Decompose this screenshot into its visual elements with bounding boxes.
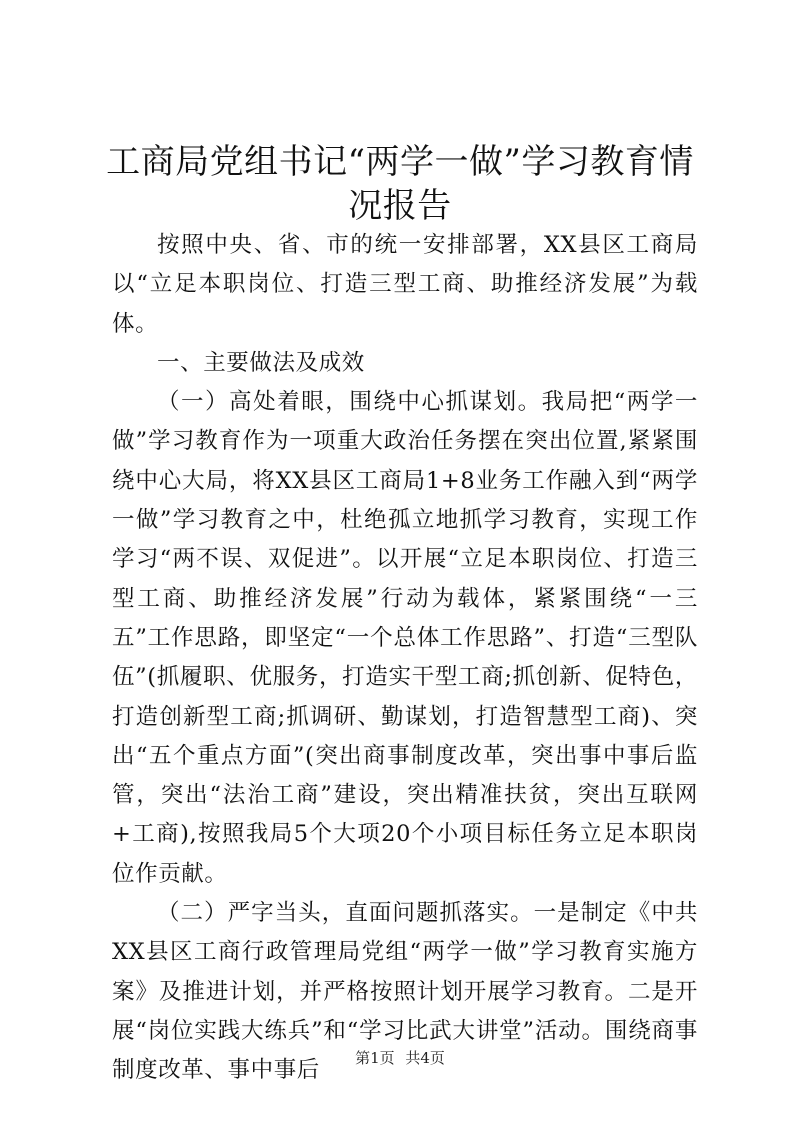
document-body — [112, 226, 698, 1091]
page-total: 共4页 — [405, 1049, 445, 1067]
section-heading: 一、主要做法及成效 — [157, 349, 365, 376]
paragraph-1: （一）高处着眼，围绕中心抓谋划。我局把“两学一做”学习教育作为一项重大政治任务摆在突出位置,紧紧围绕中心大局，将XX县区工商局1+8业务工作融入到“两学一做”学习教育之中，杜绝孤立地抓学习教育，实现工作学习“两不误、双促进”。以开展“立足本职岗位、打造三型工商、助推经济发展”行动为载体，紧紧围绕“一三五”工作思路，即坚定“一个总体工作思路”、打造“三型队伍”(抓履职、优服务，打造实干型工商;抓创新、促特色，打造创新型工商;抓调研、勤谋划，打造智慧型工商)、突出“五个重点方面”(突出商事制度改革，突出事中事后监管，突出“法治工商”建设，突出精准扶贫，突出互联网+工商),按照我局5个大项20个小项目标任务立足本职岗位作贡献。 — [112, 389, 698, 887]
page-number: 第1页 — [355, 1049, 395, 1067]
paragraph-2: （二）严字当头，直面问题抓落实。一是制定《中共XX县区工商行政管理局党组“两学一做”学习教育实施方案》及推进计划，并严格按照计划开展学习教育。二是开展“岗位实践大练兵”和“学习比武大讲堂”活动。围绕商事制度改革、事中事后 — [112, 900, 698, 1084]
document-title: 工商局党组书记“两学一做”学习教育情况报告 — [106, 142, 694, 226]
intro-paragraph: 按照中央、省、市的统一安排部署，XX县区工商局以“立足本职岗位、打造三型工商、助推经济发展”为载体。 — [112, 232, 698, 337]
page-footer — [0, 1048, 800, 1068]
